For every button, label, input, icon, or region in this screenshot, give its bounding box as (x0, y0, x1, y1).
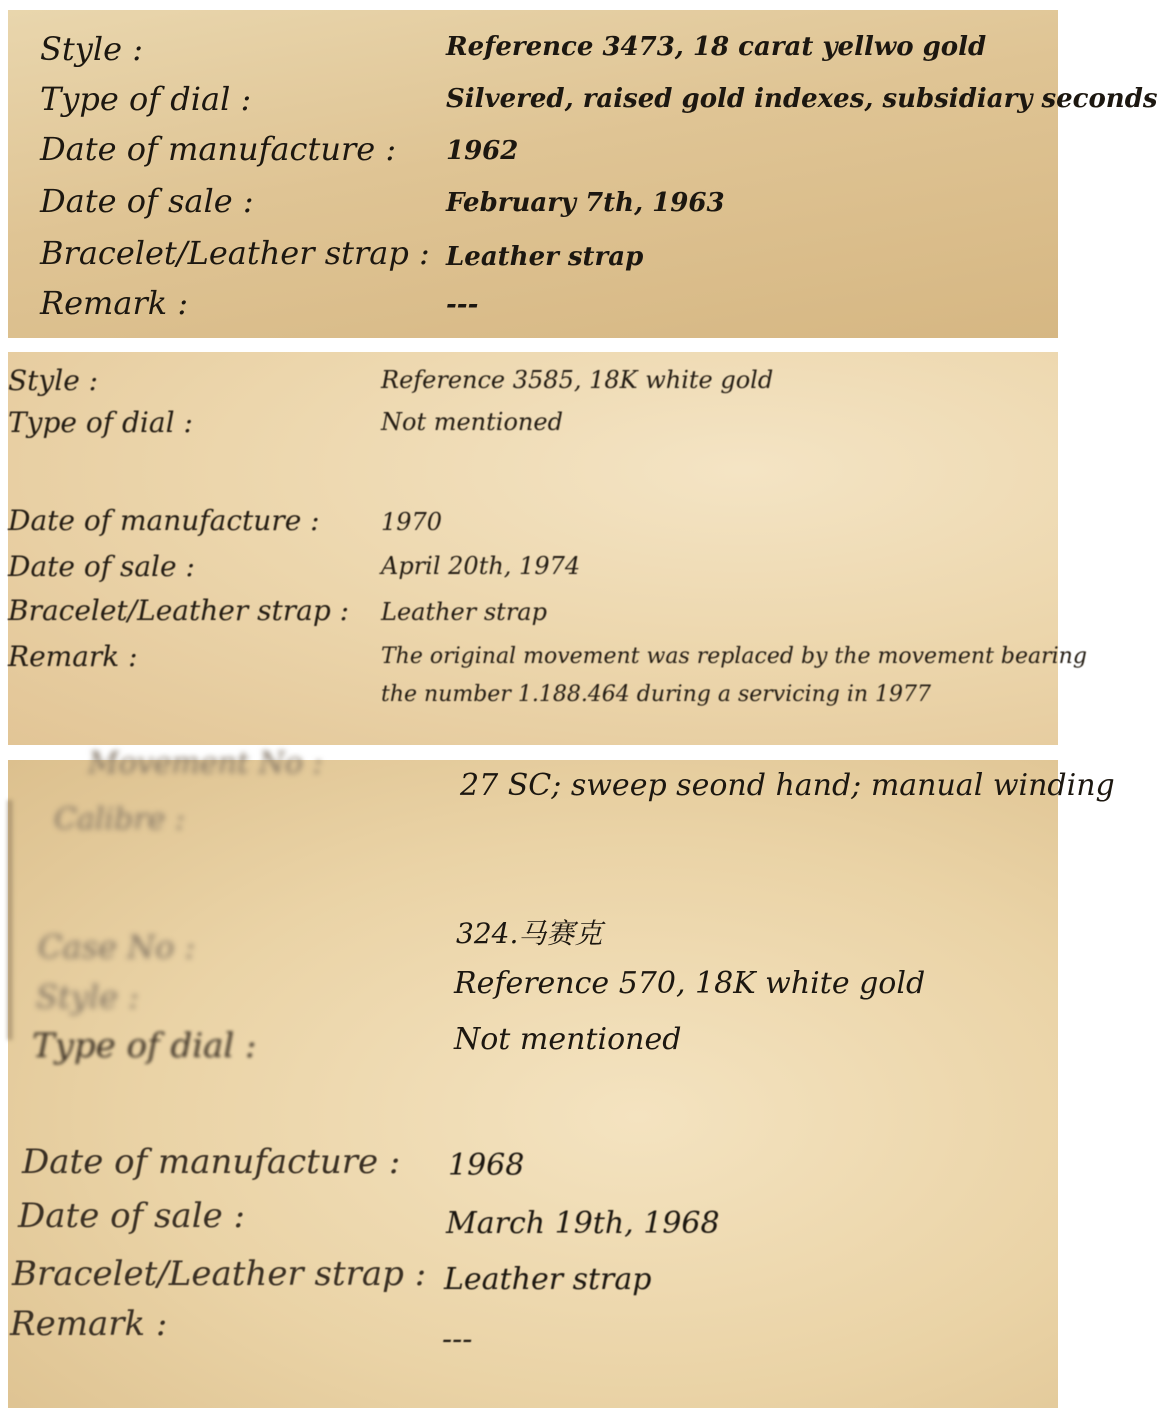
watch-record-panel-2 (8, 352, 1087, 745)
style-value: Reference 570, 18K white gold (454, 966, 926, 1001)
remark-value-line-1: The original movement was replaced by the movement bearing (381, 644, 1087, 669)
dial-value: Silvered, raised gold indexes, subsidiary seconds (446, 84, 1158, 114)
strap-value: Leather strap (444, 1262, 652, 1297)
dial-value: Not mentioned (381, 408, 563, 436)
strap-label: Bracelet/Leather strap : (12, 1254, 427, 1294)
manufacture-label: Date of manufacture : (22, 1142, 401, 1182)
case-label: Case No : (38, 928, 196, 966)
dial-label: Type of dial : (8, 406, 193, 439)
style-label: Style : (8, 364, 99, 397)
strap-value: Leather strap (381, 598, 547, 626)
sale-label: Date of sale : (18, 1196, 245, 1236)
dial-value: Not mentioned (454, 1022, 682, 1057)
remark-value: --- (442, 1322, 473, 1357)
watch-record-panel-3 (8, 746, 1115, 1408)
manufacture-value: 1970 (381, 508, 443, 536)
dial-label: Type of dial : (32, 1026, 257, 1066)
style-value: Reference 3585, 18K white gold (381, 366, 774, 394)
sale-value: February 7th, 1963 (446, 188, 725, 218)
remark-label: Remark : (10, 1304, 168, 1344)
strap-label: Bracelet/Leather strap : (8, 594, 350, 627)
manufacture-value: 1962 (446, 136, 519, 166)
manufacture-value: 1968 (448, 1148, 525, 1183)
watch-record-panel-1 (8, 10, 1158, 338)
manufacture-label: Date of manufacture : (40, 130, 397, 168)
sale-value: March 19th, 1968 (446, 1206, 720, 1241)
sale-label: Date of sale : (8, 550, 195, 583)
strap-label: Bracelet/Leather strap : (40, 234, 430, 272)
dial-label: Type of dial : (40, 80, 252, 118)
sale-label: Date of sale : (40, 182, 254, 220)
movement-label: Movement No : (88, 746, 323, 781)
calibre-label: Calibre : (54, 802, 185, 837)
page-spine-shadow (8, 800, 14, 1040)
style-label: Style : (40, 30, 143, 68)
manufacture-label: Date of manufacture : (8, 504, 320, 537)
remark-label: Remark : (8, 640, 138, 673)
case-value: 324.马赛克 (456, 917, 603, 950)
calibre-value: 27 SC; sweep seond hand; manual winding (460, 768, 1115, 803)
style-label: Style : (36, 978, 139, 1016)
remark-value-line-2: the number 1.188.464 during a servicing in 1977 (381, 682, 932, 707)
style-value: Reference 3473, 18 carat yellwo gold (446, 32, 987, 62)
remark-value: --- (446, 290, 479, 320)
sale-value: April 20th, 1974 (381, 552, 581, 580)
remark-label: Remark : (40, 284, 189, 322)
strap-value: Leather strap (446, 242, 644, 272)
